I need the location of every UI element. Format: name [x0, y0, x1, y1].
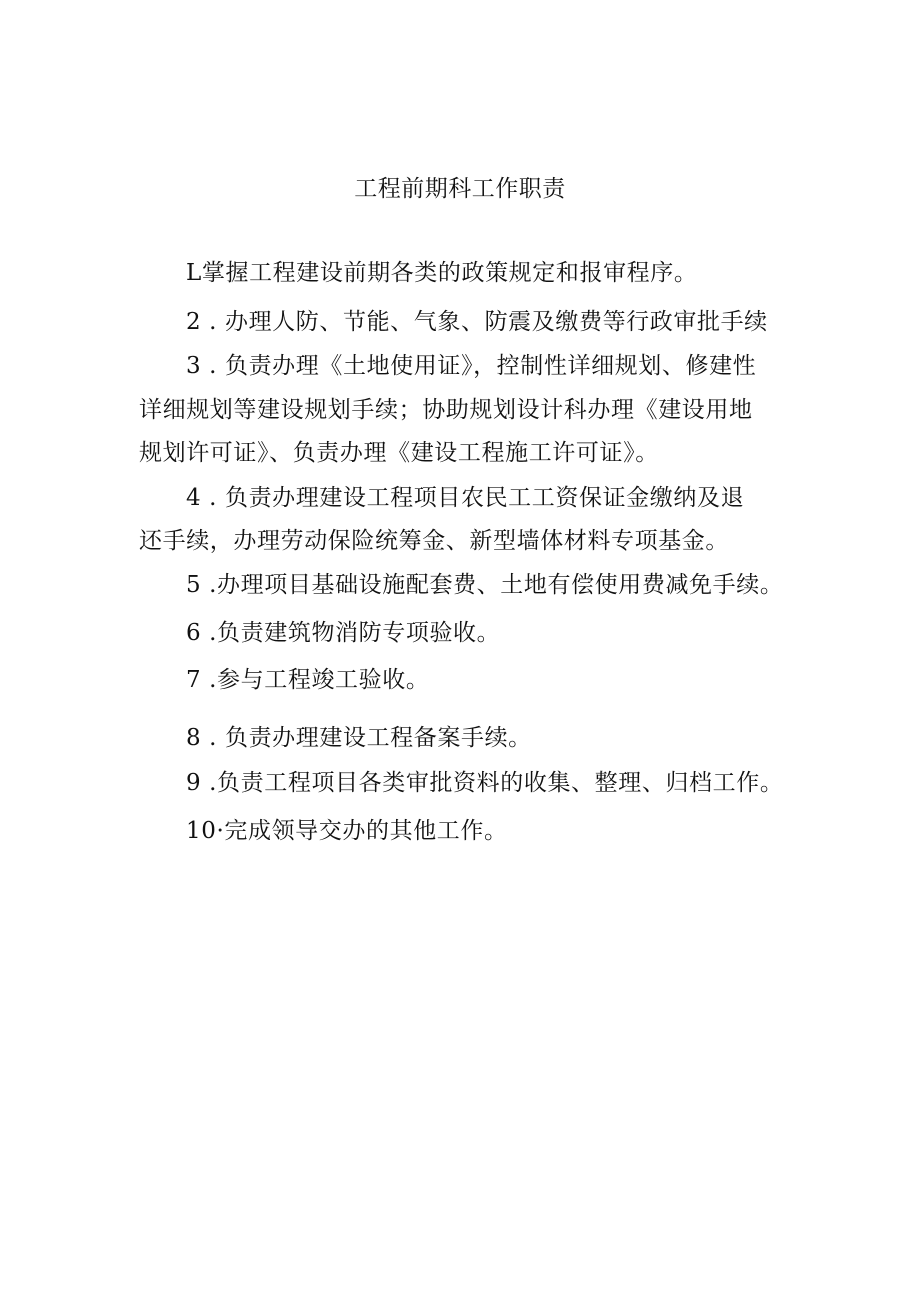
duty-item-3-line-2: 详细规划等建设规划手续；协助规划设计科办理《建设用地 [139, 397, 753, 423]
duty-item-7: 7 .参与工程竣工验收。 [186, 667, 430, 693]
duty-item-3-line-3: 规划许可证》、负责办理《建设工程施工许可证》。 [139, 440, 659, 466]
duty-item-2: 2 . 办理人防、节能、气象、防震及缴费等行政审批手续 [186, 309, 768, 335]
duty-item-6: 6 .负责建筑物消防专项验收。 [186, 620, 501, 646]
duty-item-8: 8 . 负责办理建设工程备案手续。 [186, 725, 532, 751]
document-title: 工程前期科工作职责 [354, 176, 566, 202]
duty-item-3-line-1: 3 . 负责办理《土地使用证》，控制性详细规划、修建性 [186, 353, 757, 379]
duty-item-4-line-2: 还手续，办理劳动保险统筹金、新型墙体材料专项基金。 [139, 528, 729, 554]
duty-item-9: 9 .负责工程项目各类审批资料的收集、整理、归档工作。 [186, 770, 784, 796]
duty-item-5: 5 .办理项目基础设施配套费、土地有偿使用费减免手续。 [186, 572, 784, 598]
duty-item-1: L掌握工程建设前期各类的政策规定和报审程序。 [186, 260, 698, 286]
duty-item-4-line-1: 4 . 负责办理建设工程项目农民工工资保证金缴纳及退 [186, 485, 745, 511]
duty-item-10: 10·完成领导交办的其他工作。 [186, 818, 508, 844]
